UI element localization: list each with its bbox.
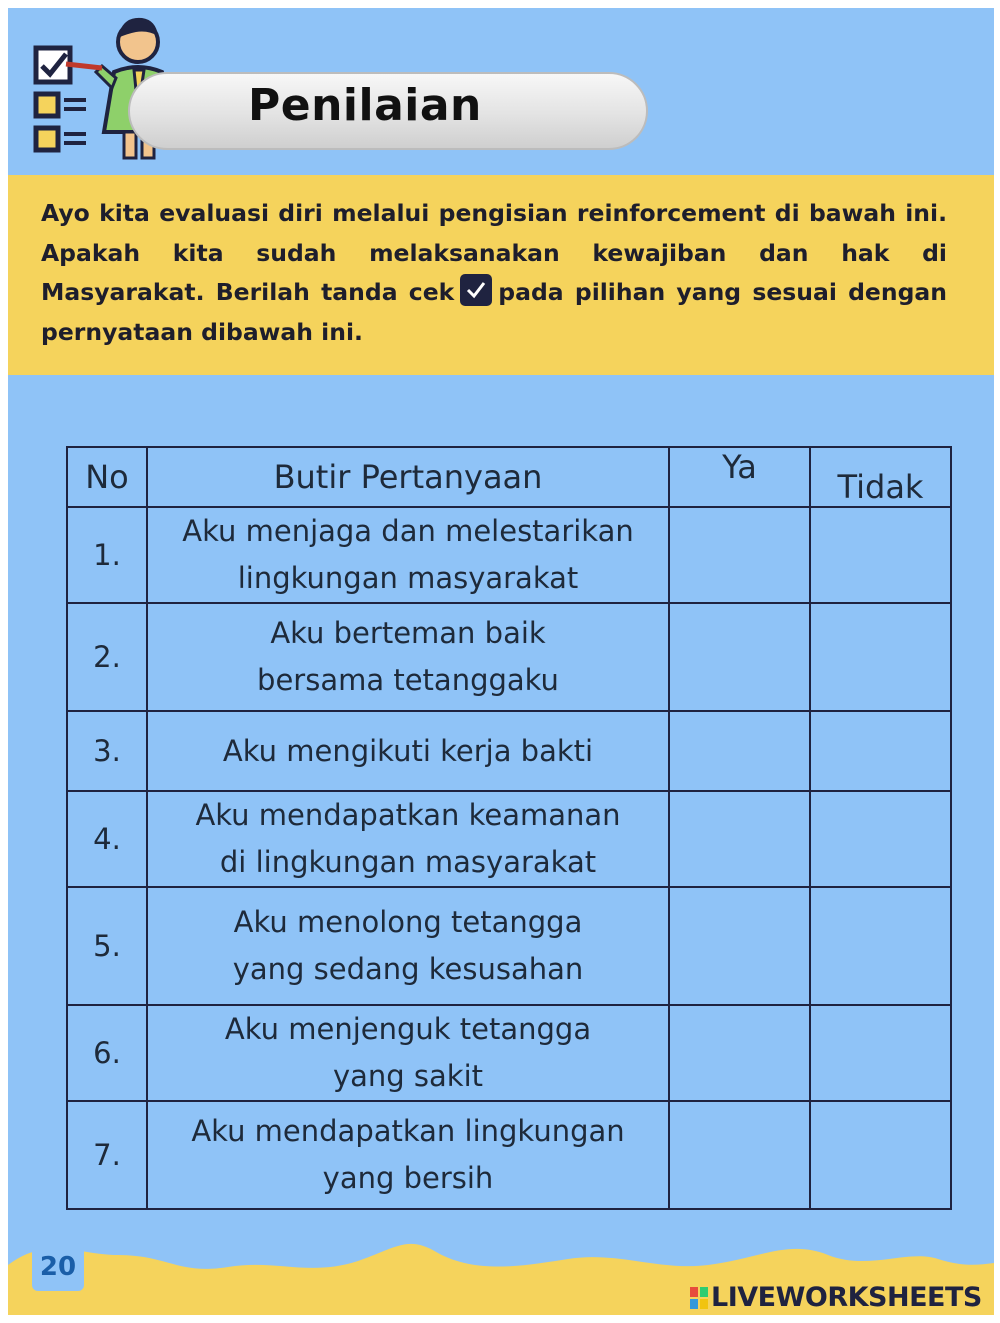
worksheet-page bbox=[8, 8, 994, 1315]
instruction-text-before: Ayo kita evaluasi diri melalui pengisian reinforcement di bawah ini. Apakah kita sudah melaksanakan kewajiban dan hak di Masyarakat. Berilah tanda cek bbox=[41, 199, 947, 306]
row-question-line2: bersama tetanggaku bbox=[257, 663, 559, 697]
page-number: 20 bbox=[32, 1243, 84, 1291]
row-question-line1: Aku menjenguk tetangga bbox=[224, 1012, 592, 1046]
answer-yes-cell[interactable] bbox=[669, 1005, 810, 1101]
row-question-line2: lingkungan masyarakat bbox=[237, 561, 579, 595]
instruction-text-after: pada pilihan yang sesuai dengan pernyataan dibawah ini. bbox=[41, 278, 948, 346]
row-number: 1. bbox=[67, 507, 147, 603]
row-question bbox=[147, 711, 669, 791]
row-question-line1: Aku mendapatkan lingkungan bbox=[191, 1114, 625, 1148]
row-number: 3. bbox=[67, 711, 147, 791]
row-question-line1: Aku menolong tetangga bbox=[233, 905, 583, 939]
page-title: Penilaian bbox=[248, 80, 482, 131]
row-question-line2: yang sedang kesusahan bbox=[232, 952, 584, 986]
row-question bbox=[147, 507, 669, 603]
row-question-line1: Aku berteman baik bbox=[270, 616, 546, 650]
answer-yes-cell[interactable] bbox=[669, 507, 810, 603]
row-question bbox=[147, 791, 669, 887]
answer-no-cell[interactable] bbox=[810, 1005, 951, 1101]
row-number: 4. bbox=[67, 791, 147, 887]
row-question-line2: yang sakit bbox=[332, 1059, 484, 1093]
liveworksheets-logo bbox=[690, 1282, 982, 1313]
checked-box-icon bbox=[460, 274, 492, 306]
header-yes: Ya bbox=[669, 447, 810, 507]
table-row bbox=[67, 791, 951, 887]
header-no-answer: Tidak bbox=[810, 447, 951, 507]
header-question: Butir Pertanyaan bbox=[147, 447, 669, 507]
answer-no-cell[interactable] bbox=[810, 1101, 951, 1209]
row-number: 7. bbox=[67, 1101, 147, 1209]
answer-yes-cell[interactable] bbox=[669, 603, 810, 711]
row-number: 2. bbox=[67, 603, 147, 711]
row-question-line1: Aku mengikuti kerja bakti bbox=[222, 733, 594, 768]
answer-no-cell[interactable] bbox=[810, 603, 951, 711]
answer-yes-cell[interactable] bbox=[669, 791, 810, 887]
row-question bbox=[147, 887, 669, 1005]
assessment-table bbox=[66, 446, 952, 1210]
table-row bbox=[67, 887, 951, 1005]
row-question bbox=[147, 1005, 669, 1101]
answer-yes-cell[interactable] bbox=[669, 711, 810, 791]
row-number: 6. bbox=[67, 1005, 147, 1101]
table-row bbox=[67, 603, 951, 711]
header-no: No bbox=[67, 447, 147, 507]
answer-yes-cell[interactable] bbox=[669, 887, 810, 1005]
table-row bbox=[67, 507, 951, 603]
table-row bbox=[67, 1101, 951, 1209]
answer-no-cell[interactable] bbox=[810, 887, 951, 1005]
row-question-line1: Aku mendapatkan keamanan bbox=[195, 798, 621, 832]
answer-no-cell[interactable] bbox=[810, 711, 951, 791]
table-row bbox=[67, 1005, 951, 1101]
row-question bbox=[147, 1101, 669, 1209]
liveworksheets-mark-icon bbox=[690, 1287, 708, 1309]
answer-no-cell[interactable] bbox=[810, 507, 951, 603]
row-number: 5. bbox=[67, 887, 147, 1005]
row-question-line1: Aku menjaga dan melestarikan bbox=[182, 514, 634, 548]
instruction-text bbox=[41, 194, 947, 352]
answer-yes-cell[interactable] bbox=[669, 1101, 810, 1209]
table-row bbox=[67, 711, 951, 791]
row-question-line2: yang bersih bbox=[322, 1161, 494, 1195]
answer-no-cell[interactable] bbox=[810, 791, 951, 887]
row-question-line2: di lingkungan masyarakat bbox=[219, 845, 597, 879]
brand-text: LIVEWORKSHEETS bbox=[711, 1282, 982, 1313]
table-header-row bbox=[67, 447, 951, 507]
row-question bbox=[147, 603, 669, 711]
